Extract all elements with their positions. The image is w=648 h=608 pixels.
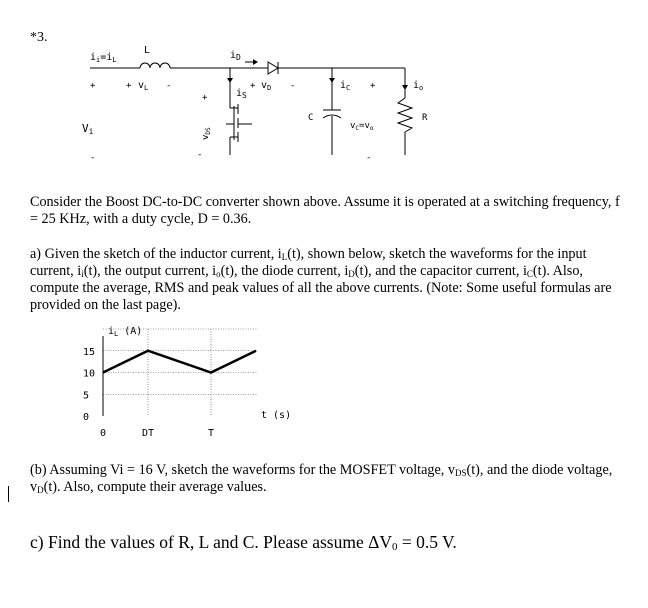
intro-paragraph bbox=[30, 194, 640, 228]
part-b-line-1: (b) Assuming Vi = 16 V, sketch the waveforms for the MOSFET voltage, $v_{DS}(t)$, and the diode voltage, bbox=[30, 462, 613, 478]
inductor-label: L bbox=[144, 45, 151, 56]
vl-label: $v_L$ bbox=[138, 80, 149, 92]
vl-plus-sign: + bbox=[126, 81, 132, 91]
intro-line-1: Consider the Boost DC-to-DC converter shown above. Assume it is operated at a switching frequency, f bbox=[30, 194, 620, 210]
problem-number: *3. bbox=[30, 30, 48, 45]
ic-plus-sign: + bbox=[370, 81, 376, 91]
part-c-text: c) Find the values of R, L and C. Please assume $\Delta V_0 = 0.5$ V. bbox=[30, 532, 457, 553]
vc-label: $v_C=v_o$ bbox=[350, 121, 374, 132]
vl-minus-sign: - bbox=[166, 81, 172, 91]
ii-il-label: $i_i=i_L$ bbox=[90, 52, 117, 64]
ic-label: $i_C$ bbox=[340, 80, 351, 92]
y-axis-label: $i_L$ (A) bbox=[108, 326, 143, 338]
resistor-symbol bbox=[398, 98, 412, 132]
part-a-paragraph bbox=[30, 246, 640, 314]
x-axis-label: t (s) bbox=[261, 410, 292, 421]
part-b-paragraph bbox=[30, 462, 640, 496]
boost-converter-schematic bbox=[80, 40, 450, 170]
part-b-line-2: $v_D(t)$. Also, compute their average values. bbox=[30, 479, 267, 495]
part-a-line-2: current, $i_i(t)$, the output current, $i_o(t)$, the diode current, $i_D(t)$, and the capacitor current, $i_C(t)$. Also, bbox=[30, 263, 583, 279]
x-tick-label: DT bbox=[142, 428, 155, 439]
y-tick-label: 5 bbox=[83, 390, 90, 402]
vd-minus-sign: - bbox=[290, 81, 296, 91]
inductor-current-series bbox=[103, 351, 256, 373]
is-plus-sign: + bbox=[202, 93, 208, 103]
resistor-label: R bbox=[422, 113, 428, 123]
part-a-line-4: provided on the last page). bbox=[30, 297, 181, 313]
part-a-line-3: compute the average, RMS and peak values of all the above currents. (Note: Some useful formulas are bbox=[30, 280, 612, 296]
vd-label: $v_D$ bbox=[261, 80, 272, 92]
diode-symbol bbox=[268, 62, 278, 74]
vds-minus-sign: - bbox=[197, 150, 203, 160]
inductor-current-chart bbox=[78, 322, 308, 442]
text-cursor bbox=[8, 486, 9, 502]
intro-line-2: = 25 KHz, with a duty cycle, D = 0.36. bbox=[30, 211, 252, 227]
part-a-line-1: a) Given the sketch of the inductor current, $i_L(t)$, shown below, sketch the waveforms for the input bbox=[30, 246, 587, 262]
y-tick-label: 0 bbox=[83, 412, 90, 423]
input-plus-sign: + bbox=[90, 81, 96, 91]
x-tick-label: 0 bbox=[100, 428, 107, 439]
inductor-symbol bbox=[140, 63, 170, 68]
id-label: $i_D$ bbox=[230, 50, 241, 62]
capacitor-label: C bbox=[308, 113, 314, 123]
is-label: $i_S$ bbox=[236, 88, 247, 100]
vi-label: Vi bbox=[82, 122, 94, 136]
vc-minus-sign: - bbox=[366, 153, 372, 163]
x-tick-label: T bbox=[208, 428, 215, 439]
vd-plus-sign: + bbox=[250, 81, 256, 91]
vds-label: $v_{DS}$ bbox=[201, 127, 212, 140]
io-label: $i_o$ bbox=[413, 80, 424, 92]
input-minus-sign: - bbox=[90, 153, 96, 163]
y-tick-label: 15 bbox=[83, 346, 96, 358]
y-tick-label: 10 bbox=[83, 368, 96, 380]
